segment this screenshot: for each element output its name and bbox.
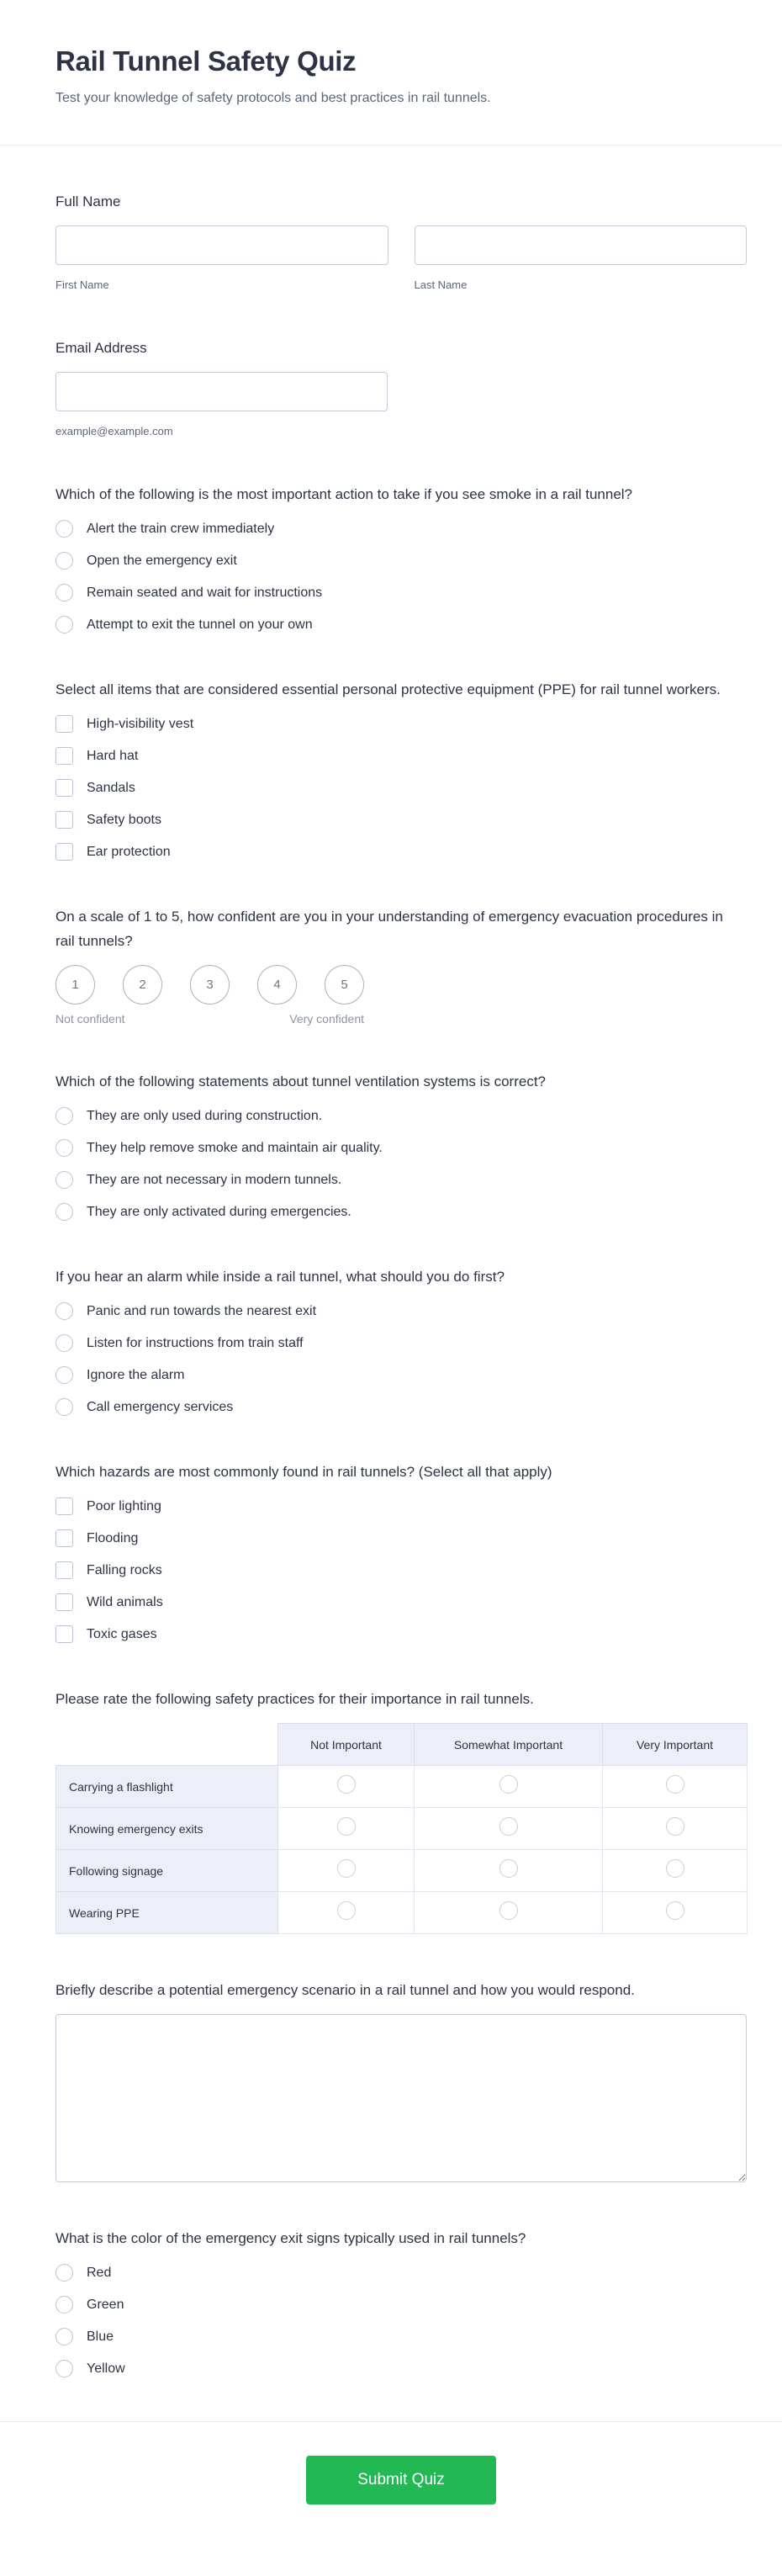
matrix-radio-button[interactable] <box>499 1901 518 1920</box>
option-list <box>55 1107 747 1221</box>
scale-option-3[interactable]: 3 <box>190 965 230 1004</box>
last-name-group <box>415 225 748 292</box>
radio-option[interactable] <box>55 1366 747 1384</box>
checkbox-option[interactable] <box>55 1529 747 1547</box>
checkbox-option[interactable] <box>55 779 747 797</box>
option-list <box>55 2264 747 2377</box>
option-label[interactable]: Toxic gases <box>87 1627 157 1641</box>
option-label[interactable]: Call emergency services <box>87 1400 234 1414</box>
question-full-name <box>55 189 747 292</box>
matrix-radio-button[interactable] <box>337 1775 356 1794</box>
radio-button-icon[interactable] <box>55 1171 73 1189</box>
option-label[interactable]: Wild animals <box>87 1595 163 1609</box>
radio-button-icon[interactable] <box>55 520 73 538</box>
checkbox-option[interactable] <box>55 811 747 829</box>
radio-option[interactable] <box>55 2360 747 2377</box>
matrix-header-row <box>56 1724 748 1766</box>
question-alarm-response <box>55 1264 747 1416</box>
radio-button-icon[interactable] <box>55 2360 73 2377</box>
scale-option-4[interactable]: 4 <box>257 965 297 1004</box>
matrix-radio-button[interactable] <box>337 1859 356 1878</box>
question-label: On a scale of 1 to 5, how confident are you in your understanding of emergency evacuation procedures in rail tunnels? <box>55 909 723 949</box>
question-scenario-text <box>55 1978 747 2182</box>
checkbox-icon[interactable] <box>55 715 73 733</box>
radio-button-icon[interactable] <box>55 1107 73 1125</box>
matrix-col-header: Somewhat Important <box>415 1724 603 1766</box>
radio-button-icon[interactable] <box>55 1139 73 1157</box>
option-label[interactable]: Poor lighting <box>87 1499 161 1513</box>
radio-option[interactable] <box>55 1107 747 1125</box>
first-name-input[interactable] <box>55 225 388 265</box>
radio-option[interactable] <box>55 1334 747 1352</box>
name-fields-row <box>55 225 747 292</box>
checkbox-option[interactable] <box>55 715 747 733</box>
option-label[interactable]: Listen for instructions from train staff <box>87 1336 304 1350</box>
matrix-radio-button[interactable] <box>337 1817 356 1836</box>
email-input[interactable] <box>55 372 388 411</box>
question-email <box>55 336 747 438</box>
matrix-radio-button[interactable] <box>666 1859 684 1878</box>
checkbox-option[interactable] <box>55 1497 747 1515</box>
radio-option[interactable] <box>55 1203 747 1221</box>
matrix-radio-button[interactable] <box>666 1817 684 1836</box>
radio-button-icon[interactable] <box>55 2296 73 2314</box>
matrix-row-label: Following signage <box>56 1850 278 1892</box>
option-list <box>55 520 747 633</box>
option-label[interactable]: Flooding <box>87 1531 139 1545</box>
radio-option[interactable] <box>55 552 747 570</box>
option-label[interactable]: Alert the train crew immediately <box>87 522 275 536</box>
question-label: If you hear an alarm while inside a rail tunnel, what should you do first? <box>55 1269 505 1285</box>
option-label[interactable]: Falling rocks <box>87 1563 162 1577</box>
scale-option-1[interactable]: 1 <box>55 965 95 1004</box>
radio-option[interactable] <box>55 584 747 602</box>
checkbox-option[interactable] <box>55 747 747 765</box>
matrix-row-label: Carrying a flashlight <box>56 1766 278 1808</box>
question-label: Please rate the following safety practices for their importance in rail tunnels. <box>55 1691 534 1707</box>
matrix-row <box>56 1766 748 1808</box>
option-label[interactable]: Yellow <box>87 2361 125 2376</box>
checkbox-option[interactable] <box>55 843 747 861</box>
matrix-corner-cell <box>56 1724 278 1766</box>
radio-option[interactable] <box>55 520 747 538</box>
checkbox-option[interactable] <box>55 1625 747 1643</box>
radio-button-icon[interactable] <box>55 2328 73 2345</box>
radio-button-icon[interactable] <box>55 584 73 602</box>
matrix-radio-button[interactable] <box>499 1817 518 1836</box>
question-label: Email Address <box>55 340 147 356</box>
option-label[interactable]: Remain seated and wait for instructions <box>87 586 323 600</box>
option-label[interactable]: They help remove smoke and maintain air quality. <box>87 1141 383 1155</box>
scale-min-label: Not confident <box>55 1012 125 1026</box>
option-label[interactable]: High-visibility vest <box>87 717 194 731</box>
radio-option[interactable] <box>55 616 747 633</box>
question-label: Full Name <box>55 193 121 209</box>
matrix-row <box>56 1850 748 1892</box>
matrix-radio-button[interactable] <box>666 1901 684 1920</box>
question-exit-sign-color <box>55 2226 747 2377</box>
matrix-row <box>56 1892 748 1934</box>
scale-option-5[interactable]: 5 <box>325 965 364 1004</box>
scale-row <box>55 965 364 1004</box>
radio-button-icon[interactable] <box>55 1203 73 1221</box>
question-label: What is the color of the emergency exit signs typically used in rail tunnels? <box>55 2230 526 2246</box>
question-label: Select all items that are considered essential personal protective equipment (PPE) for rail tunnel workers. <box>55 681 721 697</box>
checkbox-icon[interactable] <box>55 747 73 765</box>
radio-option[interactable] <box>55 1171 747 1189</box>
option-label[interactable]: Hard hat <box>87 749 139 763</box>
question-smoke-action <box>55 482 747 633</box>
option-label[interactable]: Red <box>87 2266 112 2280</box>
question-label: Which hazards are most commonly found in rail tunnels? (Select all that apply) <box>55 1464 552 1480</box>
matrix-row-label: Knowing emergency exits <box>56 1808 278 1850</box>
option-label[interactable]: Panic and run towards the nearest exit <box>87 1304 317 1318</box>
radio-option[interactable] <box>55 1302 747 1320</box>
option-label[interactable]: Blue <box>87 2330 114 2344</box>
radio-button-icon[interactable] <box>55 2264 73 2282</box>
first-name-group <box>55 225 388 292</box>
option-list <box>55 1497 747 1643</box>
form-header <box>0 0 782 146</box>
question-label: Briefly describe a potential emergency scenario in a rail tunnel and how you would respond. <box>55 1982 635 1998</box>
last-name-input[interactable] <box>415 225 748 265</box>
radio-button-icon[interactable] <box>55 552 73 570</box>
option-label[interactable]: They are only activated during emergencies. <box>87 1205 351 1219</box>
matrix-col-header: Very Important <box>603 1724 748 1766</box>
option-label[interactable]: Sandals <box>87 781 135 795</box>
matrix-radio-button[interactable] <box>499 1859 518 1878</box>
matrix-radio-button[interactable] <box>666 1775 684 1794</box>
email-sublabel: example@example.com <box>55 425 173 437</box>
radio-option[interactable] <box>55 2264 747 2282</box>
option-label[interactable]: They are only used during construction. <box>87 1109 323 1123</box>
option-label[interactable]: Green <box>87 2298 124 2312</box>
checkbox-icon[interactable] <box>55 843 73 861</box>
page-subtitle: Test your knowledge of safety protocols and best practices in rail tunnels. <box>55 91 491 105</box>
matrix-radio-button[interactable] <box>499 1775 518 1794</box>
question-rating-matrix <box>55 1687 747 1934</box>
checkbox-icon[interactable] <box>55 1529 73 1547</box>
question-confidence-scale <box>55 904 747 1026</box>
checkbox-option[interactable] <box>55 1561 747 1579</box>
question-label: Which of the following statements about tunnel ventilation systems is correct? <box>55 1073 547 1089</box>
submit-area <box>55 2422 747 2547</box>
question-ppe-items <box>55 677 747 861</box>
last-name-sublabel: Last Name <box>414 278 468 291</box>
option-list <box>55 1302 747 1416</box>
checkbox-option[interactable] <box>55 1593 747 1611</box>
option-label[interactable]: Open the emergency exit <box>87 554 237 568</box>
radio-option[interactable] <box>55 2296 747 2314</box>
matrix-col-header: Not Important <box>278 1724 415 1766</box>
question-ventilation <box>55 1069 747 1221</box>
radio-button-icon[interactable] <box>55 1302 73 1320</box>
scale-end-labels <box>55 1012 364 1026</box>
question-hazards <box>55 1460 747 1643</box>
page-title: Rail Tunnel Safety Quiz <box>55 45 357 77</box>
scenario-textarea[interactable] <box>55 2014 747 2182</box>
checkbox-icon[interactable] <box>55 1497 73 1515</box>
question-label: Which of the following is the most important action to take if you see smoke in a rail tunnel? <box>55 486 633 502</box>
option-label[interactable]: Attempt to exit the tunnel on your own <box>87 617 313 632</box>
scale-option-2[interactable]: 2 <box>123 965 162 1004</box>
submit-quiz-button[interactable]: Submit Quiz <box>306 2456 496 2504</box>
radio-button-icon[interactable] <box>55 1334 73 1352</box>
matrix-row <box>56 1808 748 1850</box>
option-list <box>55 715 747 861</box>
checkbox-icon[interactable] <box>55 779 73 797</box>
radio-button-icon[interactable] <box>55 616 73 633</box>
checkbox-icon[interactable] <box>55 811 73 829</box>
matrix-table <box>55 1723 748 1934</box>
scale-max-label: Very confident <box>289 1012 364 1026</box>
radio-option[interactable] <box>55 2328 747 2345</box>
radio-button-icon[interactable] <box>55 1398 73 1416</box>
checkbox-icon[interactable] <box>55 1625 73 1643</box>
matrix-radio-button[interactable] <box>337 1901 356 1920</box>
matrix-row-label: Wearing PPE <box>56 1892 278 1934</box>
radio-button-icon[interactable] <box>55 1366 73 1384</box>
option-label[interactable]: Ignore the alarm <box>87 1368 185 1382</box>
form-content <box>0 146 782 2547</box>
checkbox-icon[interactable] <box>55 1593 73 1611</box>
first-name-sublabel: First Name <box>55 278 109 291</box>
option-label[interactable]: Ear protection <box>87 845 171 859</box>
radio-option[interactable] <box>55 1398 747 1416</box>
radio-option[interactable] <box>55 1139 747 1157</box>
checkbox-icon[interactable] <box>55 1561 73 1579</box>
option-label[interactable]: Safety boots <box>87 813 161 827</box>
option-label[interactable]: They are not necessary in modern tunnels. <box>87 1173 342 1187</box>
